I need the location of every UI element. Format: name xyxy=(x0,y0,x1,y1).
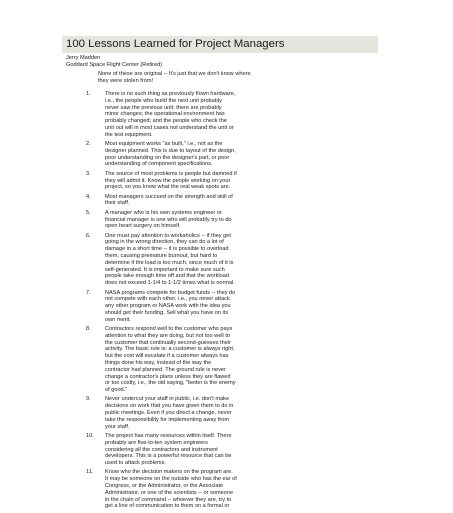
lesson-text xyxy=(105,433,316,467)
lesson-line: decisions on work that you have given them to do in xyxy=(105,403,234,410)
lesson-text xyxy=(105,194,316,208)
lesson-line: does not exceed 1-1/4 to 1-1/2 times what is normal. xyxy=(105,280,235,287)
lesson-item xyxy=(86,194,316,208)
lesson-line: Administrator, or one of the scientists -- or someone xyxy=(105,489,234,496)
lesson-line: The project has many resources within itself. There xyxy=(105,432,232,439)
lesson-text xyxy=(105,326,316,394)
lesson-line: project, so you know what the real weak spots are. xyxy=(105,184,231,191)
lesson-item xyxy=(86,91,316,139)
lesson-line: probably changed; and the people who check the xyxy=(105,118,227,125)
lesson-line: financial manager is one who will probably try to do xyxy=(105,216,232,223)
lesson-line: the test equipment. xyxy=(105,131,153,138)
lesson-line: any other program or NASA work with the idea you xyxy=(105,303,231,310)
lesson-line: public meetings. Even if you direct a change, never xyxy=(105,410,232,417)
lesson-text xyxy=(105,233,316,287)
lesson-number: 11. xyxy=(86,469,94,476)
lesson-line: your staff. xyxy=(105,423,130,430)
lesson-item xyxy=(86,141,316,168)
author-block xyxy=(66,55,162,69)
lesson-item xyxy=(86,326,316,394)
lesson-line: their staff. xyxy=(105,200,130,207)
lesson-number: 4. xyxy=(86,193,91,200)
lesson-line: Know who the decision makers on the program are. xyxy=(105,469,233,476)
lesson-line: A manager who is his own systems engineer or xyxy=(105,209,222,216)
lesson-line: probably are five-to-ten system engineers xyxy=(105,439,208,446)
lesson-line: never saw the previous unit; there are probably xyxy=(105,104,222,111)
lesson-line: determine if the load is too much, since much of it is xyxy=(105,259,234,266)
lesson-line: poor understanding on the designer's part, or poor xyxy=(105,154,230,161)
lesson-line: should get their funding. Sell what you have on its xyxy=(105,309,229,316)
lesson-item xyxy=(86,210,316,230)
lesson-line: Most managers succeed on the strength and skill of xyxy=(105,193,233,200)
lesson-line: of good." xyxy=(105,387,128,394)
lesson-line: minor changes; the operational environment has xyxy=(105,111,225,118)
lesson-line: they will admit it. Know the people working on your xyxy=(105,177,231,184)
lesson-line: unit out will in most cases not understand the unit or xyxy=(105,124,234,131)
lesson-line: The source of most problems is people but damned if xyxy=(105,170,237,177)
intro-line: None of these are original -- It's just that we don't know where xyxy=(98,71,251,77)
lesson-text xyxy=(105,290,316,324)
lesson-line: Most equipment works "as built," i.e., not as the xyxy=(105,141,223,148)
lesson-text xyxy=(105,210,316,230)
lesson-text xyxy=(105,171,316,191)
lesson-item xyxy=(86,233,316,287)
lesson-line: people take enough time off and that the workload xyxy=(105,273,229,280)
lesson-line: understanding of component specifications. xyxy=(105,161,213,168)
lesson-line: NASA programs compete for budget funds -- they do xyxy=(105,289,236,296)
lesson-text xyxy=(105,469,316,510)
lesson-line: open heart surgery on himself. xyxy=(105,223,181,230)
lesson-line: in the chain of command -- whoever they are, try to xyxy=(105,496,232,503)
lesson-line: attention to what they are doing, but not too well to xyxy=(105,332,231,339)
lesson-line: i.e., the people who build the next unit probably xyxy=(105,97,222,104)
lesson-line: them, causing premature burnout, but hard to xyxy=(105,253,218,260)
lesson-line: designer planned. This is due to layout of the design, xyxy=(105,147,236,154)
lesson-number: 5. xyxy=(86,209,91,216)
lesson-line: not compete with each other, i.e., you never attack xyxy=(105,296,230,303)
lesson-line: but the cost will escalate if a customer always has xyxy=(105,353,229,360)
lessons-list xyxy=(86,91,316,513)
lesson-line: It may be someone on the outside who has the ear of xyxy=(105,476,237,483)
lesson-line: own merit. xyxy=(105,316,131,323)
lesson-line: considering all the contractors and instrument xyxy=(105,446,218,453)
intro-paragraph xyxy=(98,71,294,85)
lesson-line: activity. The basic rule is: a customer is always right, xyxy=(105,346,235,353)
document-title: 100 Lessons Learned for Project Managers xyxy=(66,38,285,50)
lesson-line: things done his way, instead of the way the xyxy=(105,359,212,366)
lesson-item xyxy=(86,433,316,467)
lesson-item xyxy=(86,396,316,430)
lesson-line: self-generated. It is important to make sure such xyxy=(105,266,225,273)
lesson-line: used to attack problems. xyxy=(105,460,166,467)
lesson-line: Never undercut your staff in public, i.e. don't make xyxy=(105,396,230,403)
lesson-line: There is no such thing as previously flown hardware, xyxy=(105,91,236,97)
lesson-number: 9. xyxy=(86,396,91,403)
lesson-line: going in the wrong direction, they can do a lot of xyxy=(105,239,224,246)
lesson-text xyxy=(105,91,316,139)
lesson-line: damage in a short time -- it is possible to overload xyxy=(105,246,229,253)
lesson-number: 8. xyxy=(86,326,91,332)
lesson-text xyxy=(105,396,316,430)
lesson-line: change a contractor's plans unless they are flawed xyxy=(105,373,231,380)
lesson-item xyxy=(86,171,316,191)
author-name: Jerry Madden xyxy=(66,55,101,61)
lesson-line: Contractors respond well to the customer who pays xyxy=(105,326,233,332)
intro-line: they were stolen from! xyxy=(98,77,154,84)
lesson-line: One must pay attention to workaholics -- if they get xyxy=(105,232,231,239)
lesson-line: developers. This is a powerful resource that can be xyxy=(105,453,232,460)
lesson-line: get a line of communication to them on a formal or xyxy=(105,503,230,510)
lesson-line: the customer that continually second-guesses their xyxy=(105,339,231,346)
lesson-text xyxy=(105,141,316,168)
lesson-line: contractor had planned. The ground rule is never xyxy=(105,366,226,373)
lesson-line: take the responsibility for implementing away from xyxy=(105,416,230,423)
lesson-number: 2. xyxy=(86,141,91,148)
lesson-number: 3. xyxy=(86,170,91,177)
lesson-number: 10. xyxy=(86,432,94,439)
lesson-line: Congress, or the Administrator, or the Associate xyxy=(105,483,224,490)
lesson-number: 6. xyxy=(86,232,91,239)
lesson-item xyxy=(86,469,316,510)
lesson-line: or too costly, i.e., the old saying, "better is the enemy xyxy=(105,380,236,387)
lesson-number: 1. xyxy=(86,91,91,97)
lesson-number: 7. xyxy=(86,289,91,296)
author-affiliation: Goddard Space Flight Center (Retired) xyxy=(66,61,163,68)
lesson-item xyxy=(86,290,316,324)
